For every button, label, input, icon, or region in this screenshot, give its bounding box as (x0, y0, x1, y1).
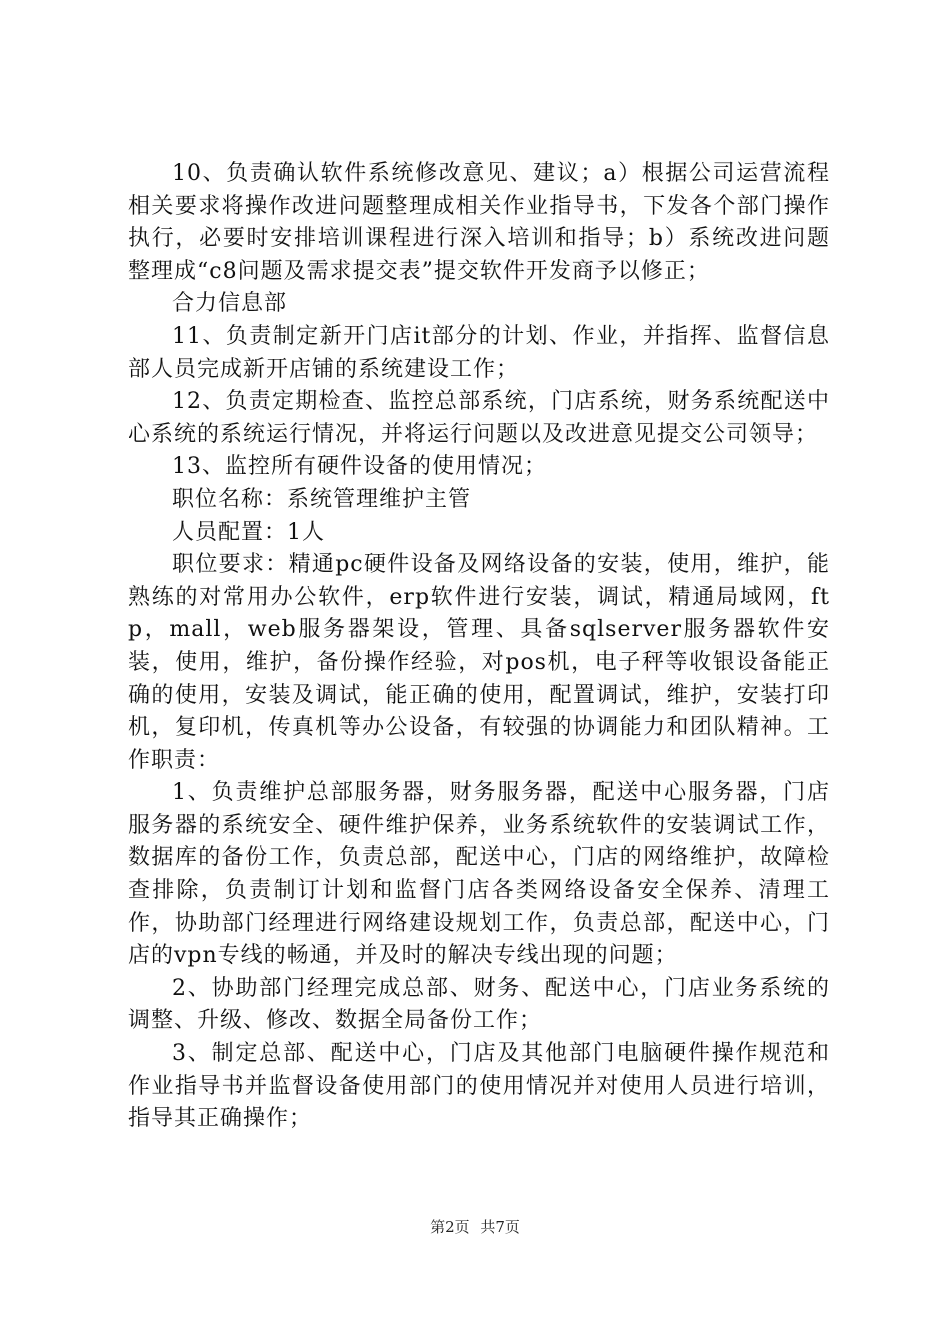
duty-item-1: 1、负责维护总部服务器，财务服务器，配送中心服务器，门店服务器的系统安全、硬件维护保养，业务系统软件的安装调试工作，数据库的备份工作，负责总部，配送中心，门店的网络维护，故障检查排除，负责制订计划和监督门店各类网络设备安全保养、清理工作，协助部门经理进行网络建设规划工作，负责总部，配送中心，门店的vpn专线的畅通，并及时的解决专线出现的问题； (128, 780, 830, 969)
paragraph-item-12: 12、负责定期检查、监控总部系统，门店系统，财务系统配送中心系统的系统运行情况，并将运行问题以及改进意见提交公司领导； (128, 389, 830, 447)
page-total: 共7页 (480, 1218, 520, 1236)
position-title: 职位名称：系统管理维护主管 (172, 486, 472, 512)
page-number: 第2页 (430, 1218, 470, 1236)
paragraph-item-13: 13、监控所有硬件设备的使用情况； (172, 454, 547, 480)
section-heading-heli-info-dept: 合力信息部 (172, 291, 288, 317)
paragraph-item-11: 11、负责制定新开门店it部分的计划、作业，并指挥、监督信息部人员完成新开店铺的系统建设工作； (128, 323, 830, 382)
position-requirements: 职位要求：精通pc硬件设备及网络设备的安装，使用，维护，能熟练的对常用办公软件，erp软件进行安装，调试，精通局域网，ftp，mall，web服务器架设，管理、具备sqlserver服务器软件安装，使用，维护，备份操作经验，对pos机，电子秤等收银设备能正确的使用，安装及调试，能正确的使用，配置调试，维护，安装打印机，复印机，传真机等办公设备，有较强的协调能力和团队精神。工作职责： (128, 552, 830, 773)
staffing: 人员配置：1人 (172, 519, 325, 545)
paragraph-item-10: 10、负责确认软件系统修改意见、建议；a）根据公司运营流程相关要求将操作改进问题整理成相关作业指导书，下发各个部门操作执行，必要时安排培训课程进行深入培训和指导；b）系统改进问题整理成“c8问题及需求提交表”提交软件开发商予以修正； (128, 161, 830, 284)
page-footer (0, 1216, 950, 1237)
document-body (128, 158, 830, 1136)
duty-item-2: 2、协助部门经理完成总部、财务、配送中心，门店业务系统的调整、升级、修改、数据全局备份工作； (128, 975, 830, 1034)
duty-item-3: 3、制定总部、配送中心，门店及其他部门电脑硬件操作规范和作业指导书并监督设备使用部门的使用情况并对使用人员进行培训，指导其正确操作； (128, 1041, 830, 1132)
